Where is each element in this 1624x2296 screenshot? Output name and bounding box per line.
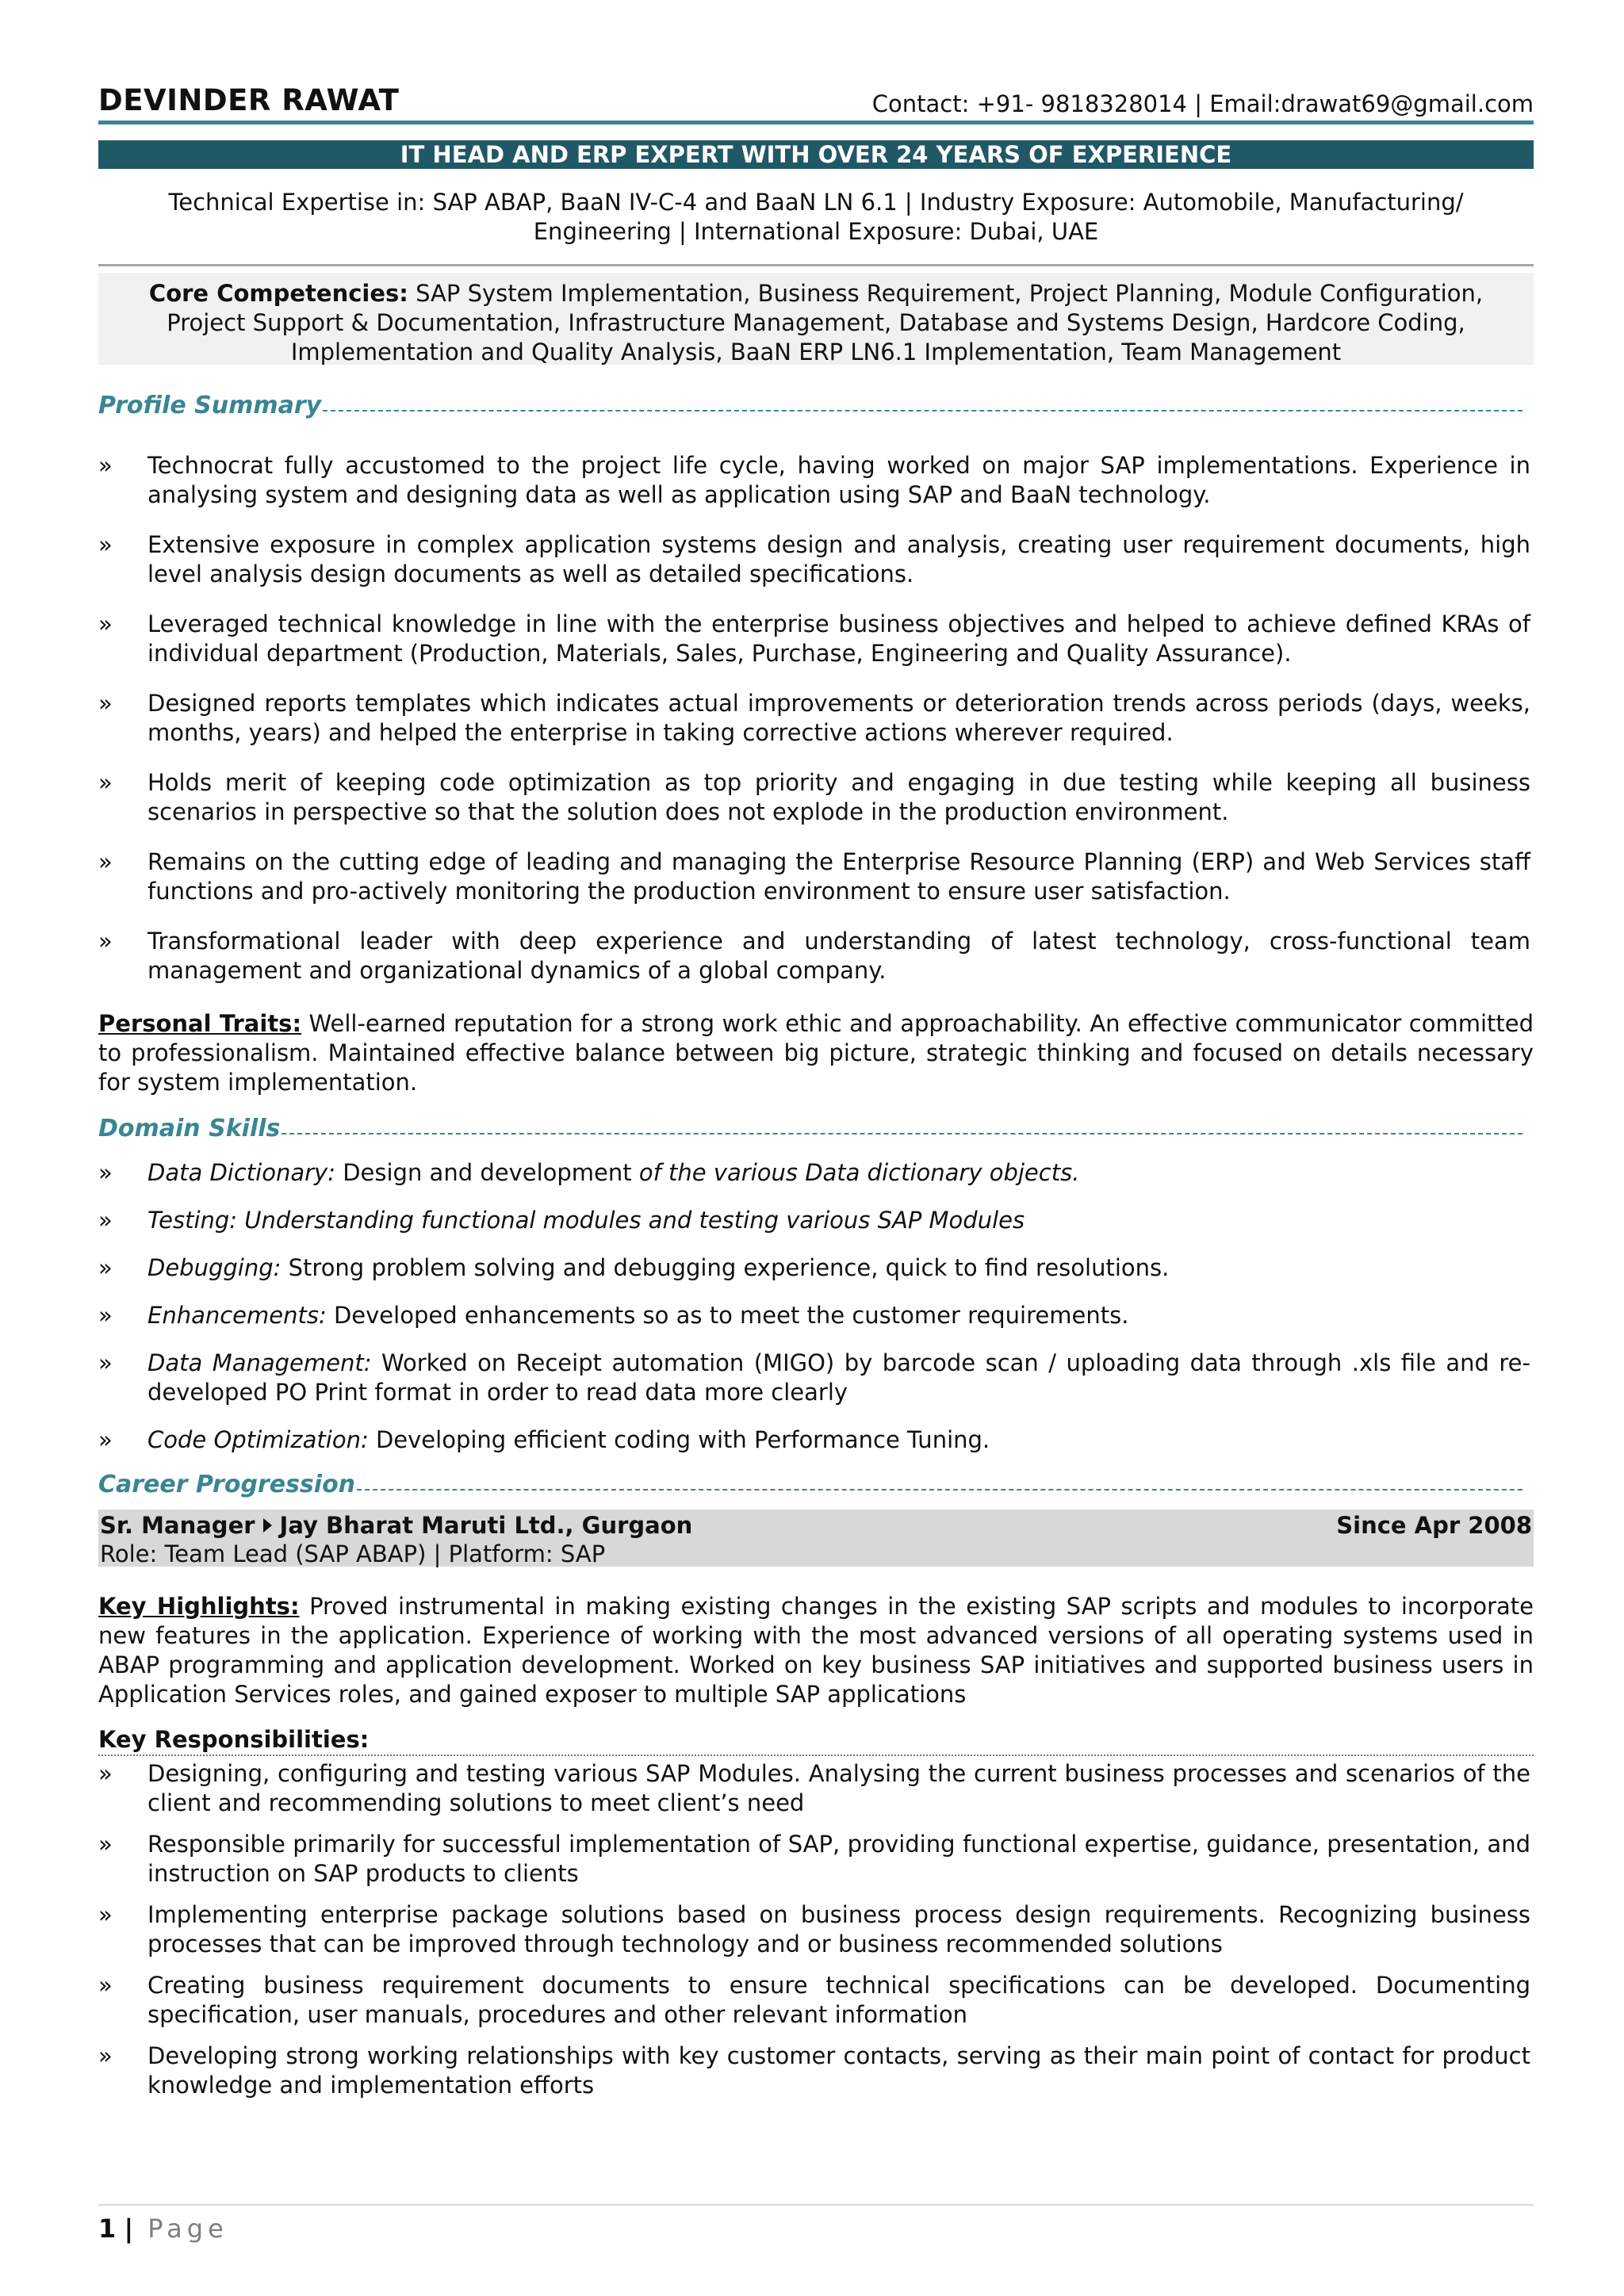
section-heading-career-progression: Career Progression — [98, 1471, 1534, 1498]
skill-label: Testing: Understanding functional modules and testing various SAP Modules — [147, 1207, 1025, 1234]
bullet-mark: » — [98, 1159, 113, 1186]
job-title-row — [100, 1511, 1532, 1540]
core-competencies-text: SAP System Implementation, Business Requirement, Project Planning, Module Configuration, Project Support & Documentation, Infrastructure Management, Database and Systems Design, Hardcore Coding, Implementation and Quality Analysis, BaaN ERP LN6.1 Implementation, Team Management — [167, 280, 1484, 365]
personal-traits-label: Personal Traits: — [98, 1010, 302, 1037]
bullet-mark: » — [98, 452, 113, 479]
skill-text: Developed enhancements so as to meet the customer requirements. — [333, 1302, 1129, 1329]
bullet-mark: » — [98, 1972, 113, 1999]
list-item — [98, 768, 1534, 827]
bullet-mark: » — [98, 769, 113, 796]
skill-label: Data Dictionary: — [147, 1159, 335, 1186]
list-item — [98, 1349, 1534, 1407]
job-header — [98, 1510, 1534, 1567]
list-item — [98, 689, 1534, 748]
list-item — [98, 610, 1534, 668]
bullet-mark: » — [98, 1901, 113, 1928]
triangle-right-icon — [263, 1518, 272, 1533]
bullet-mark: » — [98, 610, 113, 637]
bullet-mark: » — [98, 1349, 113, 1376]
list-item-text: Leveraged technical knowledge in line with the enterprise business objectives and helped to achieve defined KRAs of individual department (Production, Materials, Sales, Purchase, Engineering and Quality Assurance). — [147, 610, 1530, 667]
job-title: Sr. Manager — [100, 1512, 255, 1539]
section-heading-profile-summary: Profile Summary — [98, 392, 1534, 419]
skill-label: Code Optimization: — [147, 1426, 369, 1453]
key-responsibilities-list — [98, 1759, 1534, 2100]
footer-rule — [98, 2204, 1534, 2206]
company-name: Jay Bharat Maruti Ltd., Gurgaon — [279, 1512, 693, 1539]
personal-traits — [98, 1009, 1534, 1097]
bullet-mark: » — [98, 1760, 113, 1787]
list-item — [98, 1253, 1534, 1283]
list-item — [98, 927, 1534, 985]
job-since: Since Apr 2008 — [1336, 1512, 1532, 1539]
page-number: 1 — [98, 2214, 117, 2244]
list-item — [98, 530, 1534, 589]
key-highlights-text: Proved instrumental in making existing changes in the existing SAP scripts and modules to incorporate new features in the application. Experience of working with the most advanced versions of all operating systems used in ABAP programming and application development. Worked on key business SAP initiatives and supported business users in Application Services roles, and gained exposer to multiple SAP applications — [98, 1593, 1534, 1708]
list-item — [98, 1158, 1534, 1188]
bullet-mark: » — [98, 531, 113, 558]
skill-label: Data Management: — [147, 1349, 372, 1376]
key-highlights-label: Key Highlights: — [98, 1593, 300, 1620]
list-item-text: Developing strong working relationships with key customer contacts, serving as their main point of contact for product knowledge and implementation efforts — [147, 2042, 1530, 2099]
list-item — [98, 1759, 1534, 1818]
bullet-mark: » — [98, 690, 113, 717]
bullet-mark: » — [98, 1831, 113, 1858]
list-item — [98, 1206, 1534, 1235]
personal-traits-text: Well-earned reputation for a strong work ethic and approachability. An effective communicator committed to professionalism. Maintained effective balance between big picture, strategic thinking and focused on details necessary for system implementation. — [98, 1010, 1534, 1096]
list-item-text: Designed reports templates which indicates actual improvements or deterioration trends across periods (days, weeks, months, years) and helped the enterprise in taking corrective actions wherever required. — [147, 690, 1530, 746]
technical-expertise: Technical Expertise in: SAP ABAP, BaaN IV-C-4 and BaaN LN 6.1 | Industry Exposure: Automobile, Manufacturing/ Engineering | International Exposure: Dubai, UAE — [168, 189, 1464, 245]
list-item — [98, 848, 1534, 906]
list-item-text: Transformational leader with deep experience and understanding of latest technology, cross-functional team management and organizational dynamics of a global company. — [147, 928, 1530, 984]
skill-text: Developing efficient coding with Performance Tuning. — [375, 1426, 990, 1453]
divider — [98, 264, 1534, 266]
skill-text: Strong problem solving and debugging experience, quick to find resolutions. — [288, 1254, 1170, 1281]
key-responsibilities-label: Key Responsibilities: — [98, 1725, 1534, 1756]
skill-label: Debugging: — [147, 1254, 282, 1281]
page-separator: | — [124, 2214, 134, 2244]
bullet-mark: » — [98, 1426, 113, 1453]
contact-info: Contact: +91- 9818328014 | Email:drawat69@gmail.com — [871, 90, 1534, 117]
list-item-text: Holds merit of keeping code optimization as top priority and engaging in due testing while keeping all business scenarios in perspective so that the solution does not explode in the production environment. — [147, 769, 1530, 825]
list-item-text: Designing, configuring and testing various SAP Modules. Analysing the current business processes and scenarios of the client and recommending solutions to meet client’s need — [147, 1760, 1530, 1816]
bullet-mark: » — [98, 1254, 113, 1281]
domain-skills-list — [98, 1158, 1534, 1455]
list-item — [98, 451, 1534, 510]
headline-banner: IT HEAD AND ERP EXPERT WITH OVER 24 YEARS OF EXPERIENCE — [98, 140, 1534, 169]
list-item — [98, 1971, 1534, 2030]
bullet-mark: » — [98, 2042, 113, 2069]
profile-summary-list — [98, 451, 1534, 985]
list-item-text: Responsible primarily for successful implementation of SAP, providing functional expertise, guidance, presentation, and instruction on SAP products to clients — [147, 1831, 1530, 1887]
list-item-text: Extensive exposure in complex application systems design and analysis, creating user requirement documents, high level analysis design documents as well as detailed specifications. — [147, 531, 1530, 587]
list-item — [98, 1830, 1534, 1888]
job-role: Role: Team Lead (SAP ABAP) | Platform: SAP — [100, 1540, 606, 1567]
key-highlights — [98, 1592, 1534, 1709]
skill-text: Worked on Receipt automation (MIGO) by barcode scan / uploading data through .xls file and re-developed PO Print format in order to read data more clearly — [147, 1349, 1530, 1406]
bullet-mark: » — [98, 928, 113, 955]
header — [98, 76, 1534, 117]
bullet-mark: » — [98, 1302, 113, 1329]
list-item-text: Creating business requirement documents to ensure technical specifications can be developed. Documenting specification, user manuals, procedures and other relevant information — [147, 1972, 1530, 2028]
list-item — [98, 1425, 1534, 1455]
bullet-mark: » — [98, 1207, 113, 1234]
core-competencies-label: Core Competencies: — [148, 280, 408, 307]
list-item — [98, 1900, 1534, 1959]
list-item — [98, 1301, 1534, 1330]
header-rule — [98, 121, 1534, 124]
list-item-text: Remains on the cutting edge of leading and managing the Enterprise Resource Planning (ERP) and Web Services staff functions and pro-actively monitoring the production environment to ensure user satisfaction. — [147, 848, 1530, 905]
page-label: Page — [147, 2214, 228, 2244]
skill-text: Design and development — [343, 1159, 632, 1186]
core-competencies — [98, 273, 1534, 365]
bullet-mark: » — [98, 848, 113, 875]
resume-page — [98, 76, 1534, 2112]
page-footer — [98, 2214, 228, 2244]
skill-label: Enhancements: — [147, 1302, 327, 1329]
section-heading-domain-skills: Domain Skills — [98, 1115, 1534, 1142]
list-item-text: Technocrat fully accustomed to the project life cycle, having worked on major SAP implementations. Experience in analysing system and designing data as well as application using SAP and BaaN technology. — [147, 452, 1530, 508]
list-item — [98, 2042, 1534, 2100]
candidate-name: DEVINDER RAWAT — [98, 83, 400, 117]
skill-text-italic: of the various Data dictionary objects. — [638, 1159, 1080, 1186]
list-item-text: Implementing enterprise package solutions based on business process design requirements. Recognizing business processes that can be improved through technology and or business recommended solutions — [147, 1901, 1530, 1957]
